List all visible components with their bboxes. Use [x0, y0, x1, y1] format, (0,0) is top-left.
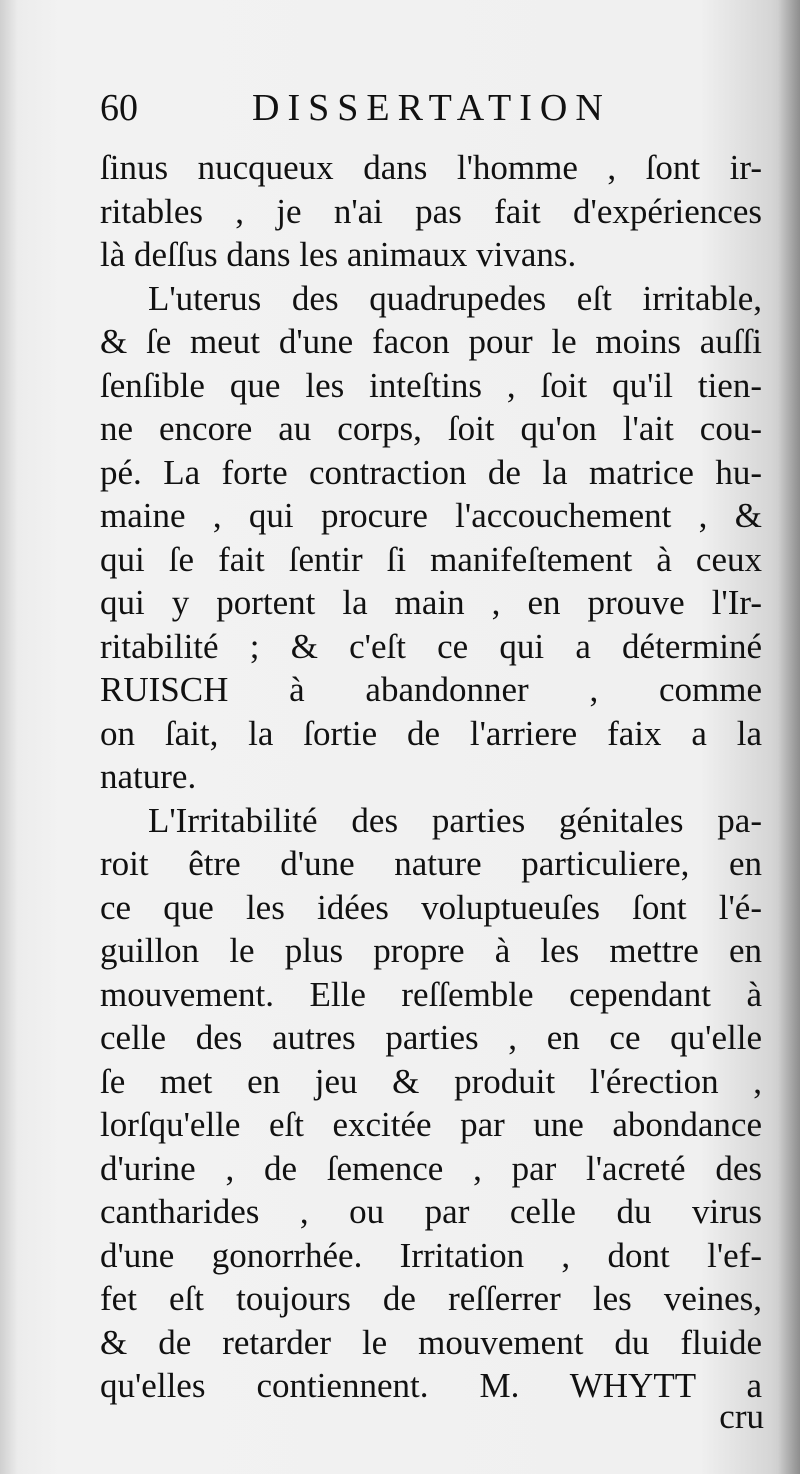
text-line: celle des autres parties , en ce qu'elle [100, 1018, 762, 1057]
text-line: L'uterus des quadrupedes eſt irritable, [148, 278, 762, 318]
body-text [100, 146, 762, 1408]
text-line: ritabilité ; & c'eſt ce qui a déterminé [100, 626, 762, 666]
text-line: ſinus nucqueux dans l'homme , ſont ir- [100, 148, 762, 187]
running-title: DISSERTATION [252, 87, 611, 129]
text-line: RUISCH à abandonner , comme [100, 670, 762, 709]
page-number: 60 [100, 87, 138, 129]
text-line: maine , qui procure l'accouchement , & [100, 496, 762, 535]
text-line: ce que les idées voluptueuſes ſont l'é- [100, 887, 762, 927]
text-line: qu'elles contiennent. M. WHYTT a [100, 1366, 762, 1405]
text-line: cantharides , ou par celle du virus [100, 1192, 762, 1231]
text-line: nature. [100, 757, 197, 796]
text-line: ne encore au corps, ſoit qu'on l'ait cou- [100, 409, 762, 448]
text-line: qui ſe fait ſentir ſi manifeſtement à ceux [100, 539, 762, 579]
text-line: qui y portent la main , en prouve l'Ir- [100, 583, 762, 622]
text-line: fet eſt toujours de reſſerrer les veines, [100, 1279, 762, 1318]
text-line: roit être d'une nature particuliere, en [100, 844, 762, 883]
text-line: là deſſus dans les animaux vivans. [100, 235, 577, 274]
text-line: & de retarder le mouvement du fluide [100, 1322, 762, 1362]
catchword: cru [719, 1397, 764, 1436]
text-line: guillon le plus propre à les mettre en [100, 931, 762, 970]
text-line: d'urine , de ſemence , par l'acreté des [100, 1148, 762, 1188]
text-line: ritables , je n'ai pas fait d'expériences [100, 191, 762, 231]
text-line: on ſait, la ſortie de l'arriere faix a la [100, 713, 762, 753]
text-line: mouvement. Elle reſſemble cependant à [100, 974, 762, 1014]
text-line: d'une gonorrhée. Irritation , dont l'ef- [100, 1235, 762, 1275]
text-line: ſenſible que les inteſtins , ſoit qu'il tien- [100, 365, 762, 405]
text-line: pé. La forte contraction de la matrice hu- [100, 452, 762, 492]
page-header [100, 78, 640, 138]
text-line: L'Irritabilité des parties génitales pa- [148, 800, 762, 840]
text-line: lorſqu'elle eſt excitée par une abondance [100, 1105, 762, 1144]
text-line: & ſe meut d'une facon pour le moins auſſi [100, 322, 762, 361]
text-line: ſe met en jeu & produit l'érection , [100, 1061, 762, 1101]
